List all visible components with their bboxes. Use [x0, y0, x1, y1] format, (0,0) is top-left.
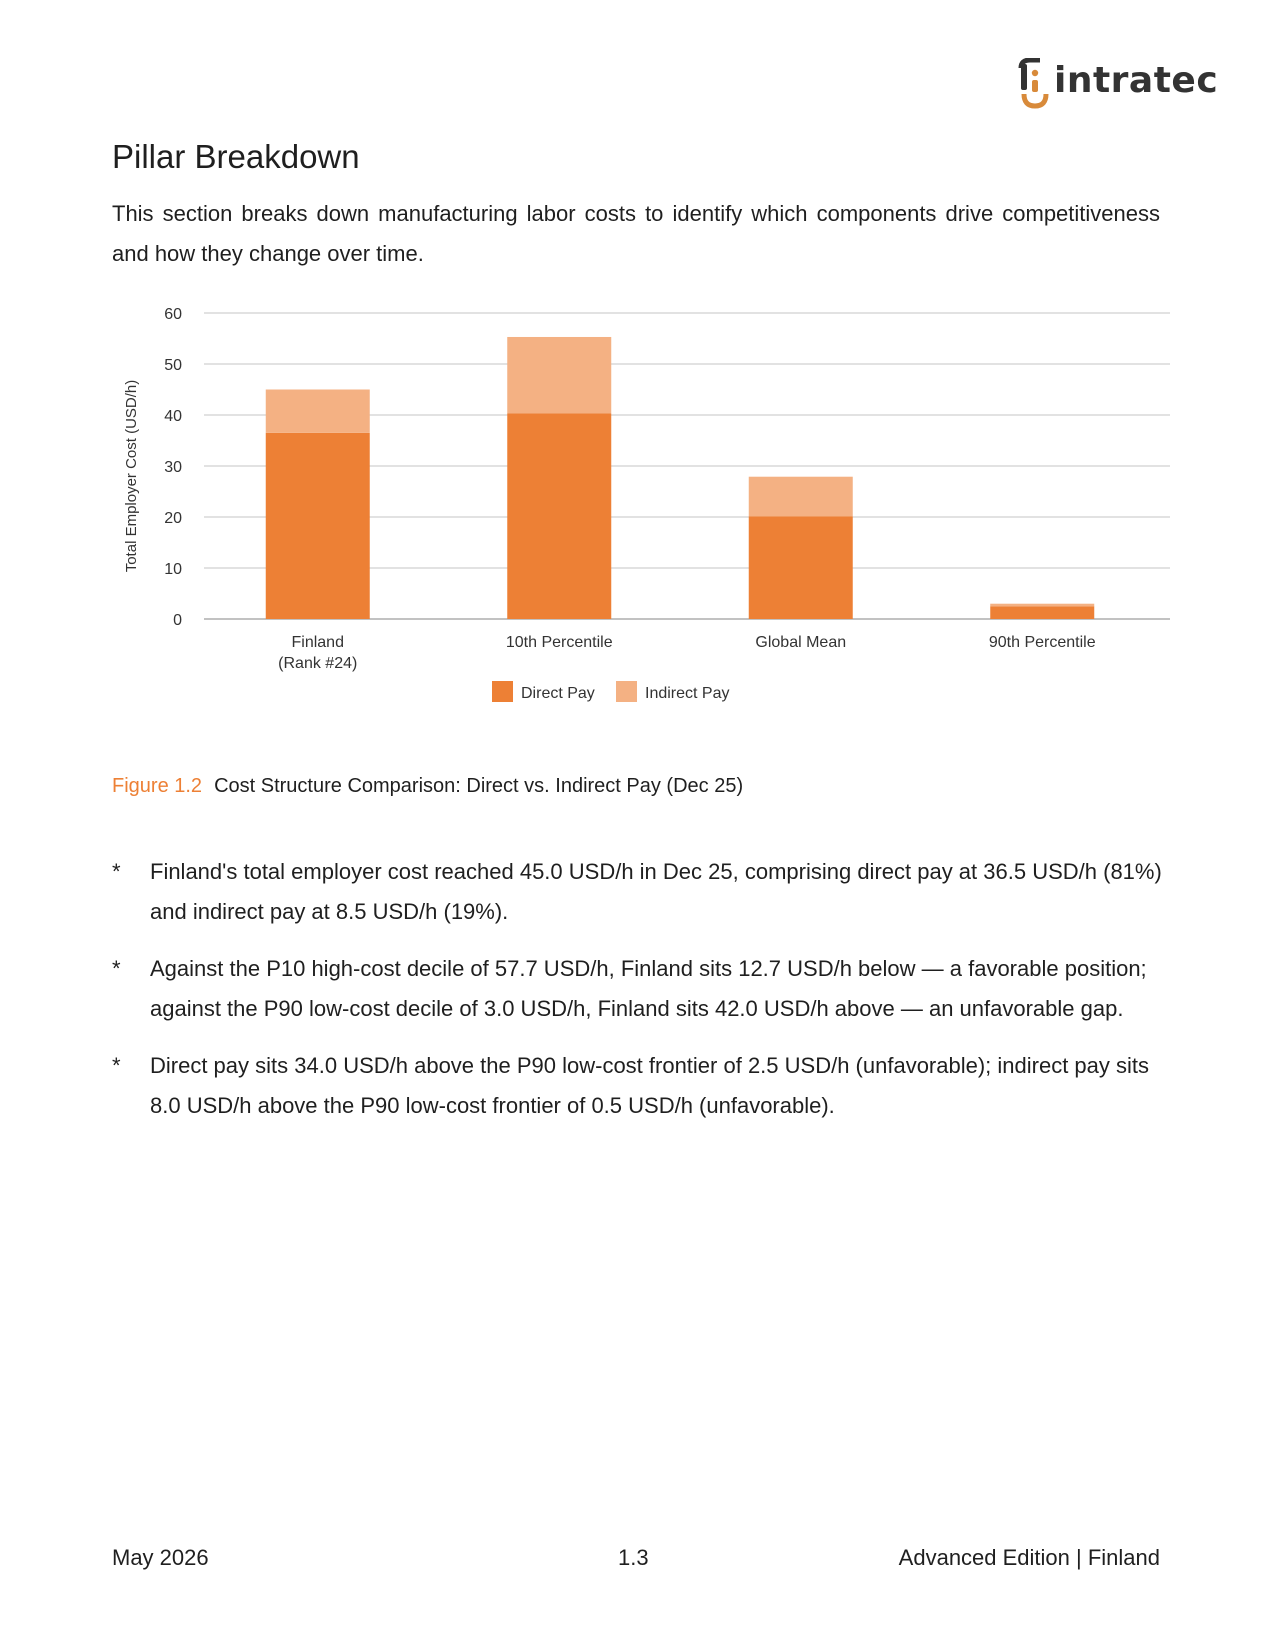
figure-caption: [112, 775, 743, 798]
bullet-text: Finland's total employer cost reached 45.0 USD/h in Dec 25, comprising direct pay at 36.5 USD/h (81%) and indirect pay at 8.5 USD/h (19%).: [150, 859, 1162, 924]
footer-edition: Advanced Edition | Finland: [898, 1545, 1160, 1570]
y-tick-label: 0: [173, 612, 182, 629]
y-tick-label: 30: [164, 459, 182, 476]
footer-date: May 2026: [112, 1545, 209, 1570]
x-tick-label: Global Mean: [755, 634, 847, 651]
footer-page-number: 1.3: [618, 1545, 649, 1570]
bar-indirect-pay: [266, 390, 370, 433]
legend-swatch: [492, 681, 513, 702]
y-tick-label: 60: [164, 306, 182, 323]
intratec-logo: [1018, 56, 1219, 114]
bar-direct-pay: [749, 516, 853, 619]
bullet-marker: *: [112, 1053, 121, 1078]
list-item: [112, 949, 1182, 1029]
figure-label: Figure 1.2: [112, 775, 203, 797]
y-tick-label: 40: [164, 408, 182, 425]
bar-direct-pay: [266, 433, 370, 619]
bar-direct-pay: [507, 413, 611, 619]
intratec-logo-icon: [1018, 58, 1052, 112]
bar-indirect-pay: [507, 337, 611, 414]
bar-chart-svg: [112, 305, 1172, 745]
y-tick-label: 20: [164, 510, 182, 527]
legend-label: Direct Pay: [521, 685, 595, 702]
bullet-text: Direct pay sits 34.0 USD/h above the P90 low-cost frontier of 2.5 USD/h (unfavorable); indirect pay sits 8.0 USD/h above the P90 low-cost frontier of 0.5 USD/h (unfavorable).: [150, 1053, 1150, 1118]
page-title: Pillar Breakdown: [112, 138, 360, 175]
list-item: [112, 1046, 1182, 1126]
x-tick-label: 90th Percentile: [988, 634, 1096, 651]
x-tick-label: (Rank #24): [278, 655, 358, 672]
intro-paragraph: This section breaks down manufacturing labor costs to identify which components drive competitiveness and how they change over time.: [112, 201, 1160, 266]
legend-swatch: [616, 681, 637, 702]
bullet-marker: *: [112, 859, 121, 884]
bar-direct-pay: [990, 606, 1094, 619]
bar-indirect-pay: [749, 477, 853, 517]
bullet-text: Against the P10 high-cost decile of 57.7 USD/h, Finland sits 12.7 USD/h below — a favorable position; against the P90 low-cost decile of 3.0 USD/h, Finland sits 42.0 USD/h above — an unfavorable gap.: [150, 956, 1147, 1021]
x-tick-label: Finland: [291, 634, 344, 651]
y-tick-label: 10: [164, 561, 182, 578]
findings-list: [112, 852, 1182, 1143]
y-tick-label: 50: [164, 357, 182, 374]
x-tick-label: 10th Percentile: [505, 634, 613, 651]
legend-label: Indirect Pay: [645, 685, 730, 702]
figure-caption-text: Cost Structure Comparison: Direct vs. Indirect Pay (Dec 25): [214, 775, 744, 797]
bar-indirect-pay: [990, 604, 1094, 607]
list-item: [112, 852, 1182, 932]
y-axis-label: Total Employer Cost (USD/h): [123, 379, 140, 573]
logo-text: intratec: [1054, 60, 1219, 101]
cost-structure-chart: [112, 305, 1172, 745]
bullet-marker: *: [112, 956, 121, 981]
